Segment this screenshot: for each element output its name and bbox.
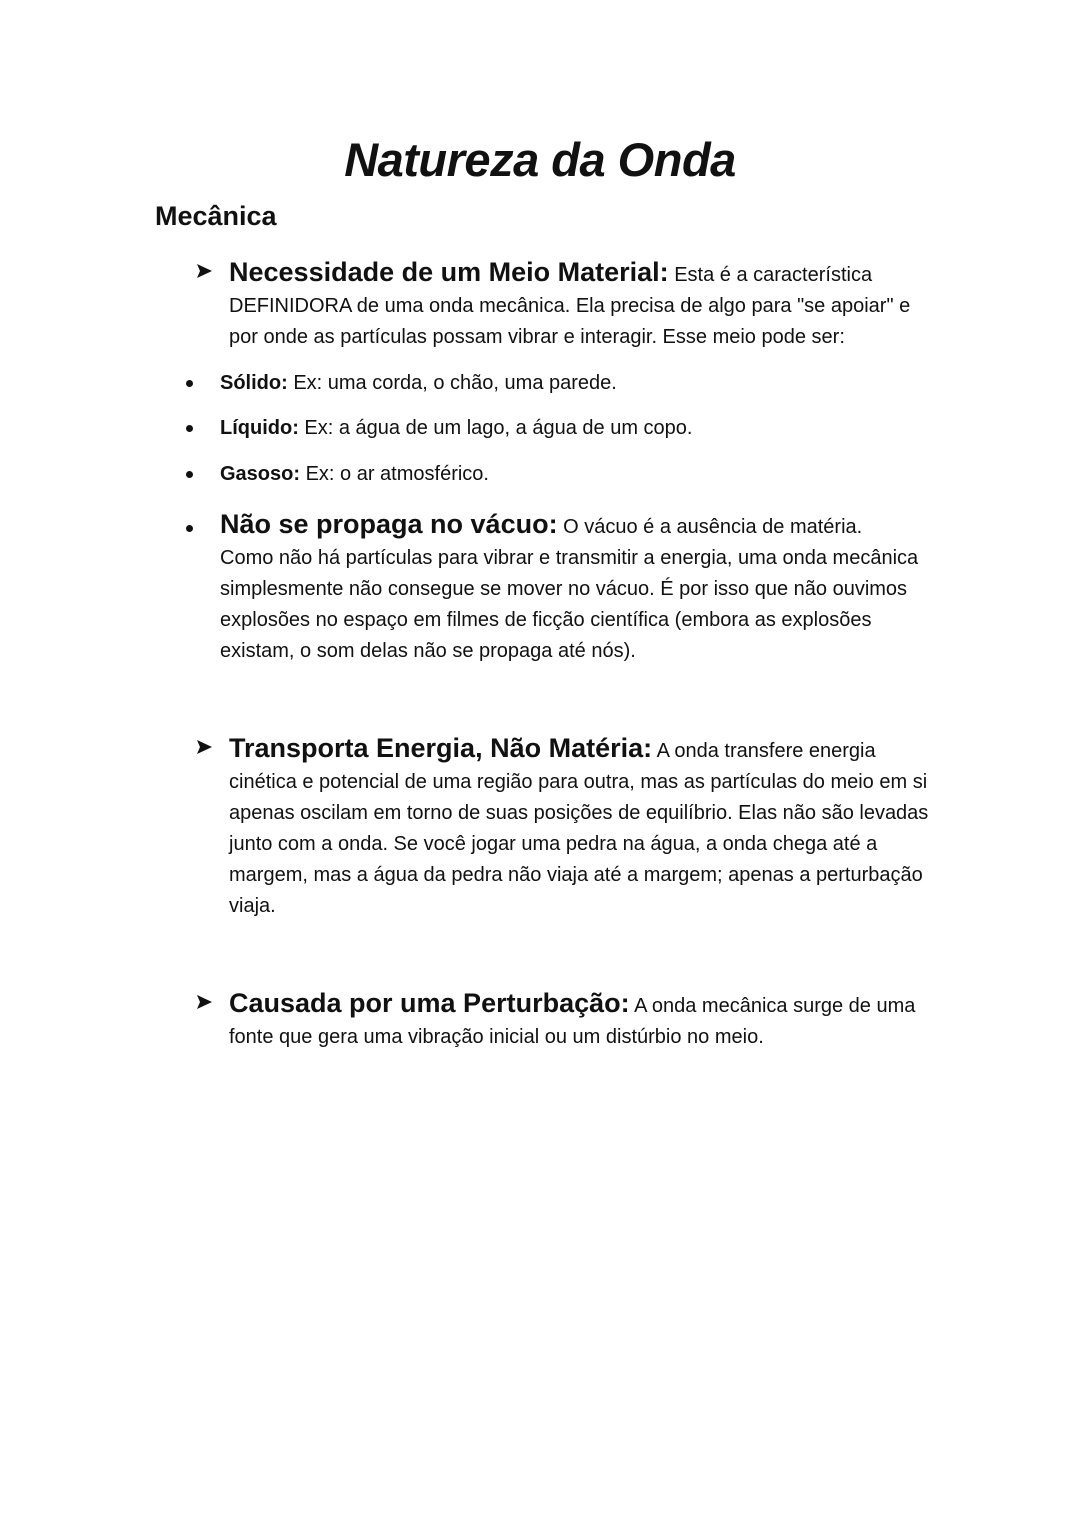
bullet-text: Ex: o ar atmosférico.: [300, 463, 489, 485]
arrow-list-item: [229, 257, 929, 353]
bullet-icon: [186, 525, 193, 532]
item-lead: Transporta Energia, Não Matéria:: [229, 733, 653, 763]
arrow-bullet-icon: [195, 735, 215, 759]
bullet-label: Gasoso:: [220, 463, 301, 485]
item-lead: Causada por uma Perturbação:: [229, 988, 630, 1018]
item-text: Esta é a característica DEFINIDORA de uma onda mecânica. Ela precisa de algo para "se apoiar" e por onde as partículas possam vibrar e interagir. Esse meio pode ser:: [229, 264, 911, 348]
page-title: Natureza da Onda: [344, 133, 736, 186]
bullet-text: Ex: a água de um lago, a água de um copo.: [298, 417, 693, 439]
bullet-label: Líquido:: [220, 417, 299, 439]
list-item: [220, 368, 920, 399]
bullet-icon: [186, 425, 193, 432]
item-text: A onda transfere energia cinética e potencial de uma região para outra, mas as partículas do meio em si apenas oscilam em torno de suas posições de equilíbrio. Elas não são levadas junto com a onda. Se você jogar uma pedra na água, a onda chega até a margem, mas a água da pedra não viaja até a margem; apenas a perturbação viaja.: [229, 740, 929, 917]
list-item: [220, 509, 920, 667]
arrow-list-item: [229, 733, 929, 922]
bullet-icon: [186, 471, 193, 478]
arrow-bullet-icon: [195, 990, 215, 1014]
item-lead: Necessidade de um Meio Material:: [229, 257, 669, 287]
section-heading: Mecânica: [155, 201, 277, 231]
arrow-bullet-icon: [195, 259, 215, 283]
bullet-icon: [186, 380, 193, 387]
list-item: [220, 413, 920, 444]
bullet-text: Ex: uma corda, o chão, uma parede.: [287, 372, 617, 394]
item-text: A onda mecânica surge de uma fonte que gera uma vibração inicial ou um distúrbio no meio.: [229, 995, 916, 1048]
item-lead: Não se propaga no vácuo:: [220, 509, 558, 539]
list-item: [220, 459, 920, 490]
item-text: O vácuo é a ausência de matéria. Como não há partículas para vibrar e transmitir a energia, uma onda mecânica simplesmente não consegue se mover no vácuo. É por isso que não ouvimos explosões no espaço em filmes de ficção científica (embora as explosões existam, o som delas não se propaga até nós).: [220, 516, 919, 662]
bullet-label: Sólido:: [220, 372, 288, 394]
arrow-list-item: [229, 988, 929, 1053]
